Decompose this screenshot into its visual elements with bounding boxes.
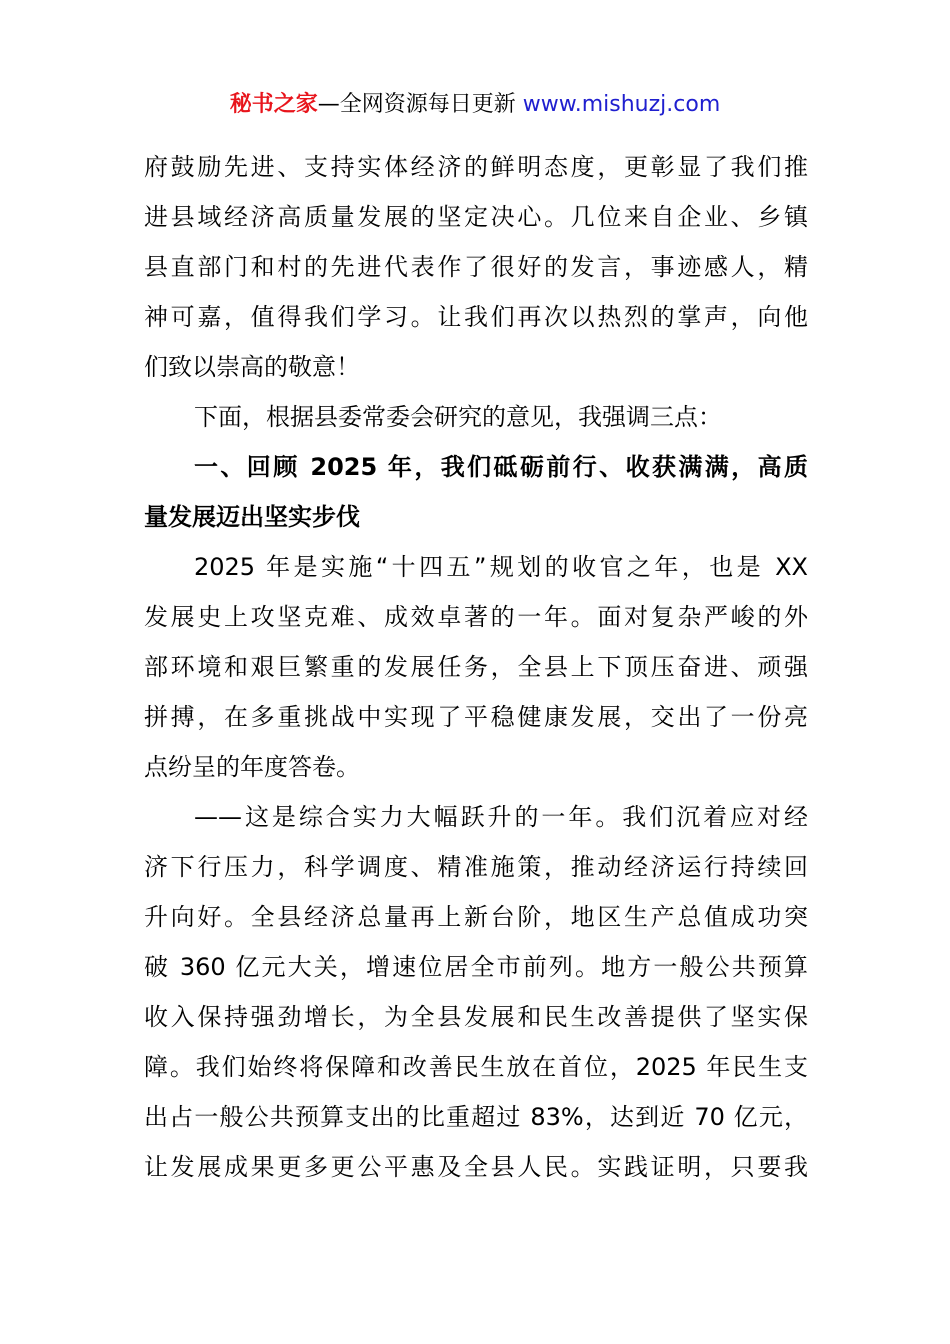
header-tagline: —全网资源每日更新	[317, 92, 516, 117]
text-line: 济下行压力，科学调度、精准施策，推动经济运行持续回	[144, 853, 808, 881]
text-line: 升向好。全县经济总量再上新台阶，地区生产总值成功突	[144, 903, 808, 931]
text-line: 县直部门和村的先进代表作了很好的发言，事迹感人，精	[144, 253, 808, 281]
text-line: 破 360 亿元大关，增速位居全市前列。地方一般公共预算	[144, 953, 808, 981]
text-line: 2025 年是实施“十四五”规划的收官之年，也是 XX	[194, 553, 808, 581]
text-line: 出占一般公共预算支出的比重超过 83%，达到近 70 亿元，	[144, 1103, 808, 1131]
section-heading: 一、回顾 2025 年，我们砥砺前行、收获满满，高质	[194, 453, 808, 481]
document-body	[144, 142, 808, 1192]
text-line: ——这是综合实力大幅跃升的一年。我们沉着应对经	[194, 803, 808, 831]
text-line: 让发展成果更多更公平惠及全县人民。实践证明，只要我	[144, 1153, 808, 1181]
brand-name: 秘书之家	[229, 92, 318, 117]
page-header	[0, 88, 950, 122]
site-url[interactable]: www.mishuzj.com	[522, 92, 721, 117]
text-line: 点纷呈的年度答卷。	[144, 753, 360, 781]
text-line: 府鼓励先进、支持实体经济的鲜明态度，更彰显了我们推	[144, 153, 808, 181]
text-line: 下面，根据县委常委会研究的意见，我强调三点：	[194, 403, 722, 431]
text-line: 障。我们始终将保障和改善民生放在首位，2025 年民生支	[144, 1053, 808, 1081]
text-line: 发展史上攻坚克难、成效卓著的一年。面对复杂严峻的外	[144, 603, 808, 631]
text-line: 部环境和艰巨繁重的发展任务，全县上下顶压奋进、顽强	[144, 653, 808, 681]
text-line: 们致以崇高的敬意！	[144, 353, 360, 381]
text-line: 拼搏，在多重挑战中实现了平稳健康发展，交出了一份亮	[144, 703, 808, 731]
text-line: 进县域经济高质量发展的坚定决心。几位来自企业、乡镇	[144, 203, 808, 231]
text-line: 收入保持强劲增长，为全县发展和民生改善提供了坚实保	[144, 1003, 808, 1031]
text-line: 神可嘉，值得我们学习。让我们再次以热烈的掌声，向他	[144, 303, 808, 331]
section-heading: 量发展迈出坚实步伐	[144, 503, 360, 531]
